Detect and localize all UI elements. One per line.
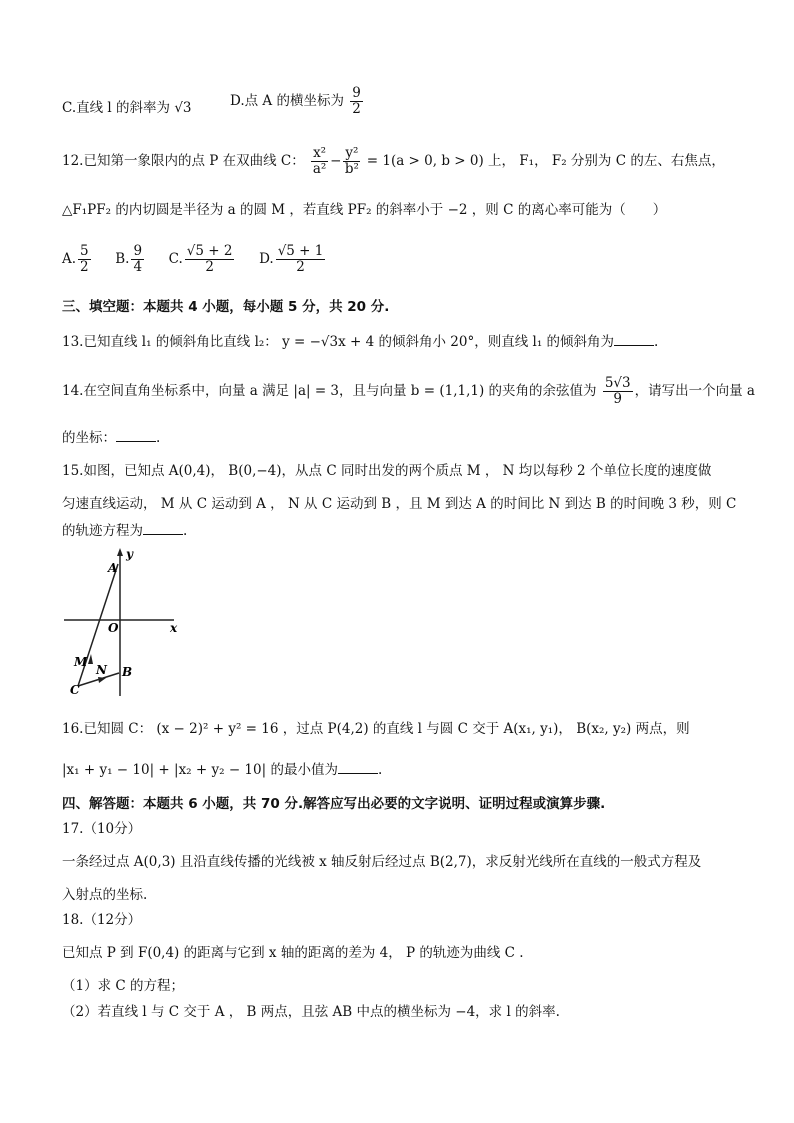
q14-end: .	[156, 430, 161, 446]
frac-den: a²	[312, 161, 327, 177]
frac-num: y²	[345, 145, 359, 161]
frac-den: 2	[296, 259, 305, 275]
q15-line3	[62, 521, 187, 541]
q15-end: .	[183, 523, 188, 539]
q18-heading: 18.（12分）	[62, 912, 142, 928]
frac-num: √5 + 2	[186, 243, 233, 259]
q16-line1: 16.已知圆 C： (x − 2)² + y² = 16 ，过点 P(4,2) 的直线 l 与圆 C 交于 A(x₁, y₁)， B(x₂, y₂) 两点，则	[62, 721, 690, 737]
q16-line2-text: |x₁ + y₁ − 10| + |x₂ + y₂ − 10| 的最小值为	[62, 762, 338, 778]
answer-blank[interactable]	[143, 522, 183, 535]
q12-opt-a	[78, 244, 91, 275]
answer-blank[interactable]	[614, 333, 654, 346]
q14-text-a: 14.在空间直角坐标系中，向量 a 满足 |a| = 3，且与向量 b = (1,1,1) 的夹角的余弦值为	[62, 383, 597, 399]
q12-text-b: = 1(a > 0, b > 0) 上， F₁， F₂ 分别为 C 的左、右焦点，	[366, 153, 725, 169]
q15-figure	[62, 546, 192, 698]
q17-line2: 入射点的坐标.	[62, 887, 148, 903]
q14-line2	[62, 428, 160, 448]
label-o: O	[108, 621, 119, 635]
q12-line1: 12.已知第一象限内的点 P 在双曲线 C： $\frac{\text{x²}}{\text{a²}}$ − $\frac{\text{y²}}{\text{b²}}$ = 1(a > 0, b > 0) 上， F₁， F₂ 分别为 C 的左、右焦点，	[62, 145, 725, 177]
frac-den: 9	[613, 391, 623, 407]
q11-option-c	[62, 98, 192, 118]
q14-fraction	[603, 376, 633, 407]
section-3-heading: 三、填空题：本题共 4 小题，每小题 5 分，共 20 分.	[62, 299, 390, 315]
q15-line2: 匀速直线运动， M 从 C 运动到 A ， N 从 C 运动到 B ，且 M 到达 A 的时间比 N 到达 B 的时间晚 3 秒，则 C	[62, 496, 737, 512]
q12-opt-b-label: B.	[115, 251, 130, 267]
frac-num: x²	[313, 145, 327, 161]
label-x: x	[170, 621, 178, 635]
q17-line1: 一条经过点 A(0,3) 且沿直线传播的光线被 x 轴反射后经过点 B(2,7)，求反射光线所在直线的一般式方程及	[62, 854, 702, 870]
q12-line2: △F₁PF₂ 的内切圆是半径为 a 的圆 M ，若直线 PF₂ 的斜率小于 −2 ，则 C 的离心率可能为（ ）	[62, 202, 667, 218]
frac-num: 5√3	[604, 375, 631, 391]
q12-frac-y	[343, 146, 360, 177]
q12-opt-c-label: C.	[168, 251, 183, 267]
q12-opt-d-label: D.	[259, 251, 274, 267]
q12-options	[62, 244, 327, 275]
label-m: M	[74, 655, 88, 669]
answer-blank[interactable]	[116, 429, 156, 442]
frac-num: 9	[133, 243, 143, 259]
frac-den: 2	[80, 259, 89, 275]
q11-option-c-text: C.直线 l 的斜率为 √3	[62, 100, 192, 116]
q12-opt-d	[276, 244, 326, 275]
y-arrow-icon	[117, 548, 123, 556]
label-a: A	[108, 561, 118, 575]
q16-end: .	[377, 762, 383, 778]
q11-option-d-text: D.点 A 的横坐标为	[230, 93, 344, 109]
answer-blank[interactable]	[338, 761, 378, 774]
q13	[62, 332, 658, 352]
q15-line3-text: 的轨迹方程为	[62, 523, 143, 539]
q17-heading: 17.（10分）	[62, 821, 142, 837]
q14-line1	[62, 376, 755, 407]
q13-end: .	[654, 334, 659, 350]
label-y: y	[126, 547, 133, 561]
q12-opt-a-label: A.	[62, 251, 77, 267]
q12-opt-c	[185, 244, 235, 275]
label-b: B	[122, 665, 133, 679]
frac-den: 2	[205, 259, 214, 275]
q18-sub1: （1）求 C 的方程；	[62, 978, 185, 994]
q18-line1: 已知点 P 到 F(0,4) 的距离与它到 x 轴的距离的差为 4， P 的轨迹为曲线 C .	[62, 945, 524, 961]
q13-text: 13.已知直线 l₁ 的倾斜角比直线 l₂： y = −√3x + 4 的倾斜角小 20°，则直线 l₁ 的倾斜角为	[62, 334, 615, 350]
n-arrow-icon	[98, 677, 106, 683]
q14-line2-text: 的坐标：	[62, 430, 116, 446]
frac-den: 2	[352, 101, 361, 117]
frac-den: b²	[344, 161, 359, 177]
q16-line2	[62, 760, 382, 780]
q18-sub2: （2）若直线 l 与 C 交于 A ， B 两点，且弦 AB 中点的横坐标为 −4，求 l 的斜率.	[62, 1004, 560, 1020]
q12-text-a: 12.已知第一象限内的点 P 在双曲线 C：	[62, 153, 305, 169]
label-c: C	[70, 683, 80, 697]
label-n: N	[96, 663, 107, 677]
q11-option-d	[230, 86, 365, 117]
q14-text-b: ，请写出一个向量 a	[634, 383, 755, 399]
frac-den: 4	[133, 259, 143, 275]
frac-num: 9	[352, 85, 361, 101]
q12-opt-b	[131, 244, 144, 275]
q11-option-d-fraction	[350, 86, 363, 117]
frac-num: √5 + 1	[277, 243, 324, 259]
frac-num: 5	[80, 243, 89, 259]
section-4-heading: 四、解答题：本题共 6 小题，共 70 分.解答应写出必要的文字说明、证明过程或演算步骤.	[62, 796, 606, 812]
q12-frac-x	[311, 146, 328, 177]
q15-line1: 15.如图，已知点 A(0,4)， B(0,−4)，从点 C 同时出发的两个质点 M ， N 均以每秒 2 个单位长度的速度做	[62, 463, 712, 479]
